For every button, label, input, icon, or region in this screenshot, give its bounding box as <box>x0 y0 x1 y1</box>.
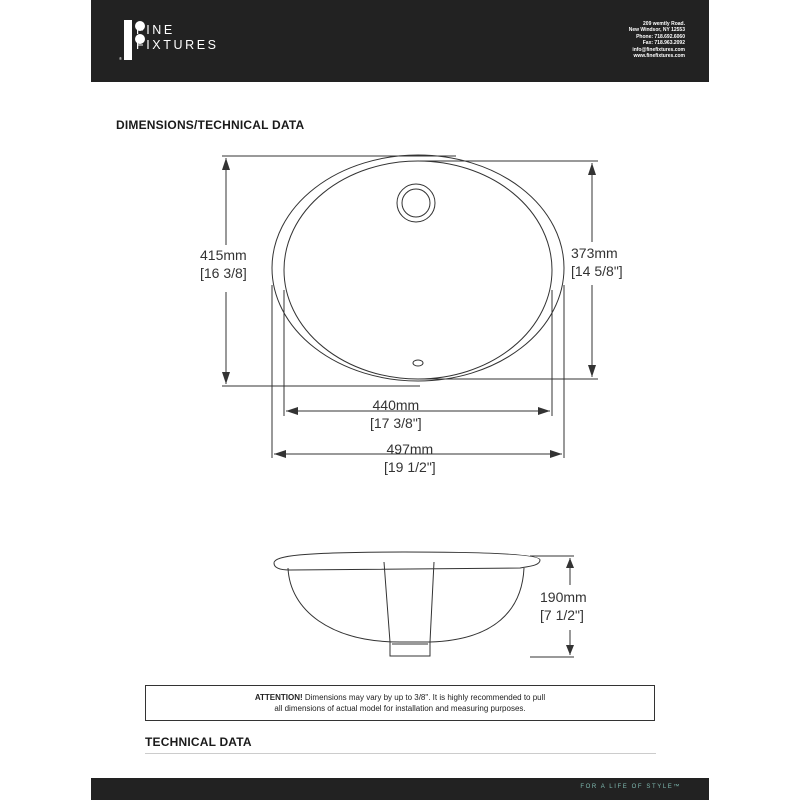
attention-line-2: all dimensions of actual model for installation and measuring purposes. <box>274 704 526 713</box>
attention-line-1 <box>146 692 654 703</box>
dimensions-title: DIMENSIONS/TECHNICAL DATA <box>116 118 305 132</box>
outer-width-mm: 497mm <box>386 441 434 457</box>
sink-side-bowl <box>288 568 524 642</box>
contact-email[interactable]: info@finefixtures.com <box>632 46 685 53</box>
depth-mm: 415mm <box>200 247 247 263</box>
drain-inner <box>402 189 430 217</box>
height-mm: 190mm <box>540 589 587 605</box>
outer-width-in: [19 1/2"] <box>384 459 436 475</box>
outer-width-label <box>384 440 436 476</box>
footer-bar <box>91 778 709 800</box>
attention-box <box>145 685 655 721</box>
drain-outer <box>397 184 435 222</box>
attention-label: ATTENTION! <box>254 693 303 702</box>
inner-depth-in: [14 5/8"] <box>571 263 623 279</box>
contact-phone: Phone: 718.692.6060 <box>636 33 685 40</box>
height-in: [7 1/2"] <box>540 607 584 623</box>
contact-city: New Windsor, NY 12553 <box>628 27 685 34</box>
brand-line-1: FINE <box>136 23 175 37</box>
depth-label <box>200 246 247 282</box>
sink-side-rim <box>274 552 540 570</box>
registered-mark: ® <box>119 56 122 61</box>
attention-text <box>146 686 654 714</box>
overflow-hole <box>413 360 423 366</box>
contact-fax: Fax: 718.963.2092 <box>642 40 685 47</box>
depth-in: [16 3/8] <box>200 265 247 281</box>
attention-line-1-text: Dimensions may vary by up to 3/8". It is highly recommended to pull <box>302 693 546 702</box>
inner-depth-label <box>571 244 623 280</box>
contact-website[interactable]: www.finefixtures.com <box>633 53 685 60</box>
inner-depth-mm: 373mm <box>571 245 618 261</box>
footer-tagline: FOR A LIFE OF STYLE™ <box>580 784 681 790</box>
inner-width-mm: 440mm <box>372 397 420 413</box>
sink-inner-bowl <box>284 161 552 379</box>
brand-line-2: FIXTURES <box>136 38 219 52</box>
section-divider <box>145 753 656 754</box>
inner-width-label <box>370 396 422 432</box>
inner-width-in: [17 3/8"] <box>370 415 422 431</box>
contact-address: 209 wemtly Road. <box>643 21 685 27</box>
height-label <box>540 588 587 624</box>
technical-data-title: TECHNICAL DATA <box>145 735 252 749</box>
